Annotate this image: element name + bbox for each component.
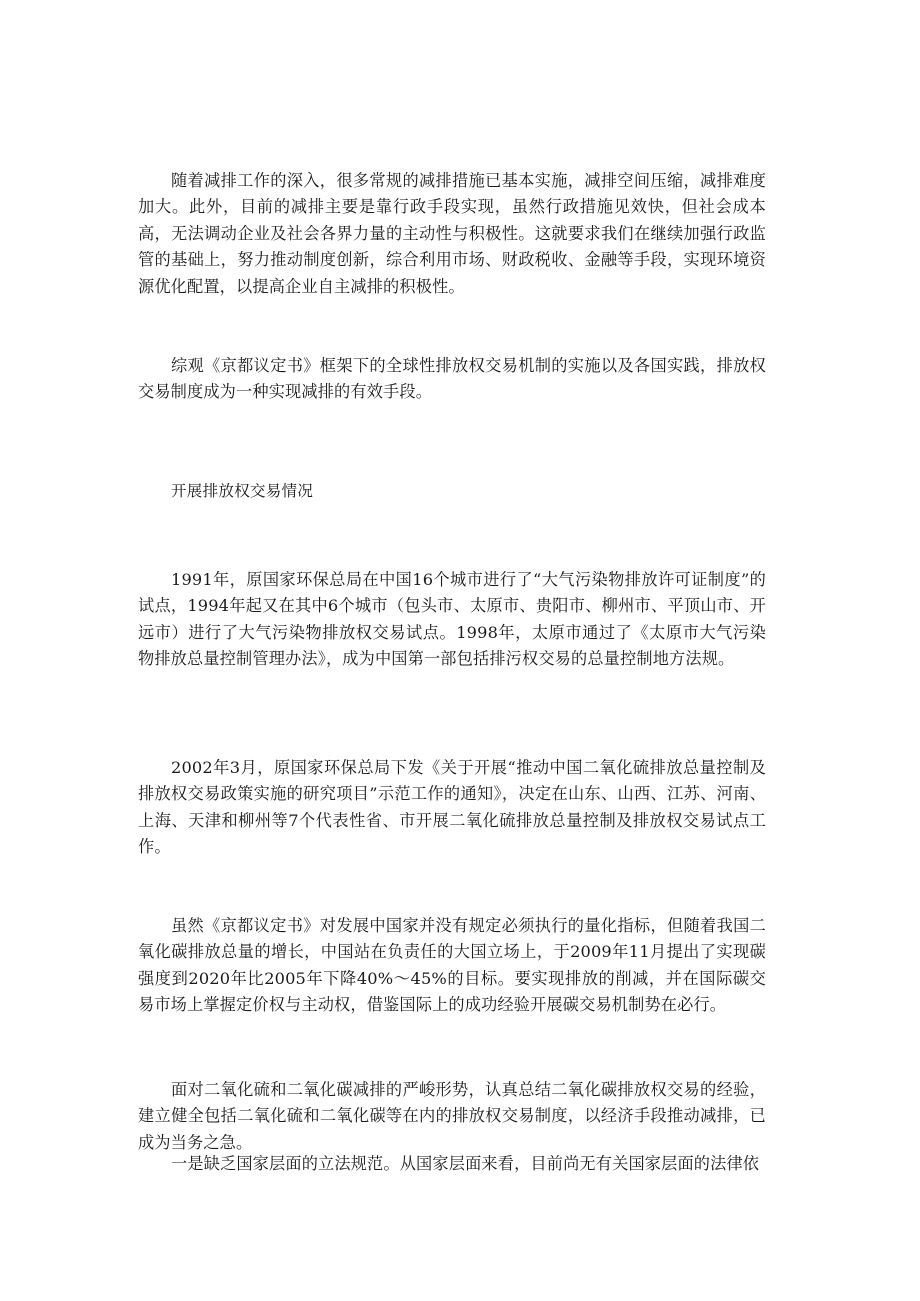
section-heading: 开展排放权交易情况 <box>171 482 314 500</box>
paragraph-emission-reduction-difficulty: 随着减排工作的深入，很多常规的减排措施已基本实施，减排空间压缩，减排难度加大。此外，目前的减排主要是靠行政手段实现，虽然行政措施见效快，但社会成本高，无法调动企业及社会各界力量的主动性与积极性。这就要求我们在继续加强行政监管的基础上，努力推动制度创新，综合利用市场、财政税收、金融等手段，实现环境资源优化配置，以提高企业自主减排的积极性。 <box>138 171 766 296</box>
paragraph-1991-pilot: 1991年，原国家环保总局在中国16个城市进行了“大气污染物排放许可证制度”的试点，1994年起又在其中6个城市（包头市、太原市、贵阳市、柳州市、平顶山市、开远市）进行了大气污染物排放权交易试点。1998年，太原市通过了《太原市大气污染物排放总量控制管理办法》，成为中国第一部包括排污权交易的总量控制地方法规。 <box>138 570 766 669</box>
paragraph-lack-of-legislation: 一是缺乏国家层面的立法规范。从国家层面来看，目前尚无有关国家层面的法律依 <box>171 1154 760 1173</box>
paragraph-2002-so2-pilot: 2002年3月，原国家环保总局下发《关于开展“推动中国二氧化硫排放总量控制及排放权交易政策实施的研究项目”示范工作的通知》，决定在山东、山西、江苏、河南、上海、天津和柳州等7个代表性省、市开展二氧化硫排放总量控制及排放权交易试点工作。 <box>138 758 766 857</box>
paragraph-urgent-need: 面对二氧化硫和二氧化碳减排的严峻形势，认真总结二氧化碳排放权交易的经验，建立健全包括二氧化硫和二氧化碳等在内的排放权交易制度，以经济手段推动减排，已成为当务之急。 <box>138 1080 766 1152</box>
paragraph-carbon-intensity-target: 虽然《京都议定书》对发展中国家并没有规定必须执行的量化指标，但随着我国二氧化碳排放总量的增长，中国站在负责任的大国立场上，于2009年11月提出了实现碳强度到2020年比2005年下降40%～45%的目标。要实现排放的削减，并在国际碳交易市场上掌握定价权与主动权，借鉴国际上的成功经验开展碳交易机制势在必行。 <box>138 916 766 1015</box>
paragraph-kyoto-framework: 综观《京都议定书》框架下的全球性排放权交易机制的实施以及各国实践，排放权交易制度成为一种实现减排的有效手段。 <box>138 356 766 402</box>
